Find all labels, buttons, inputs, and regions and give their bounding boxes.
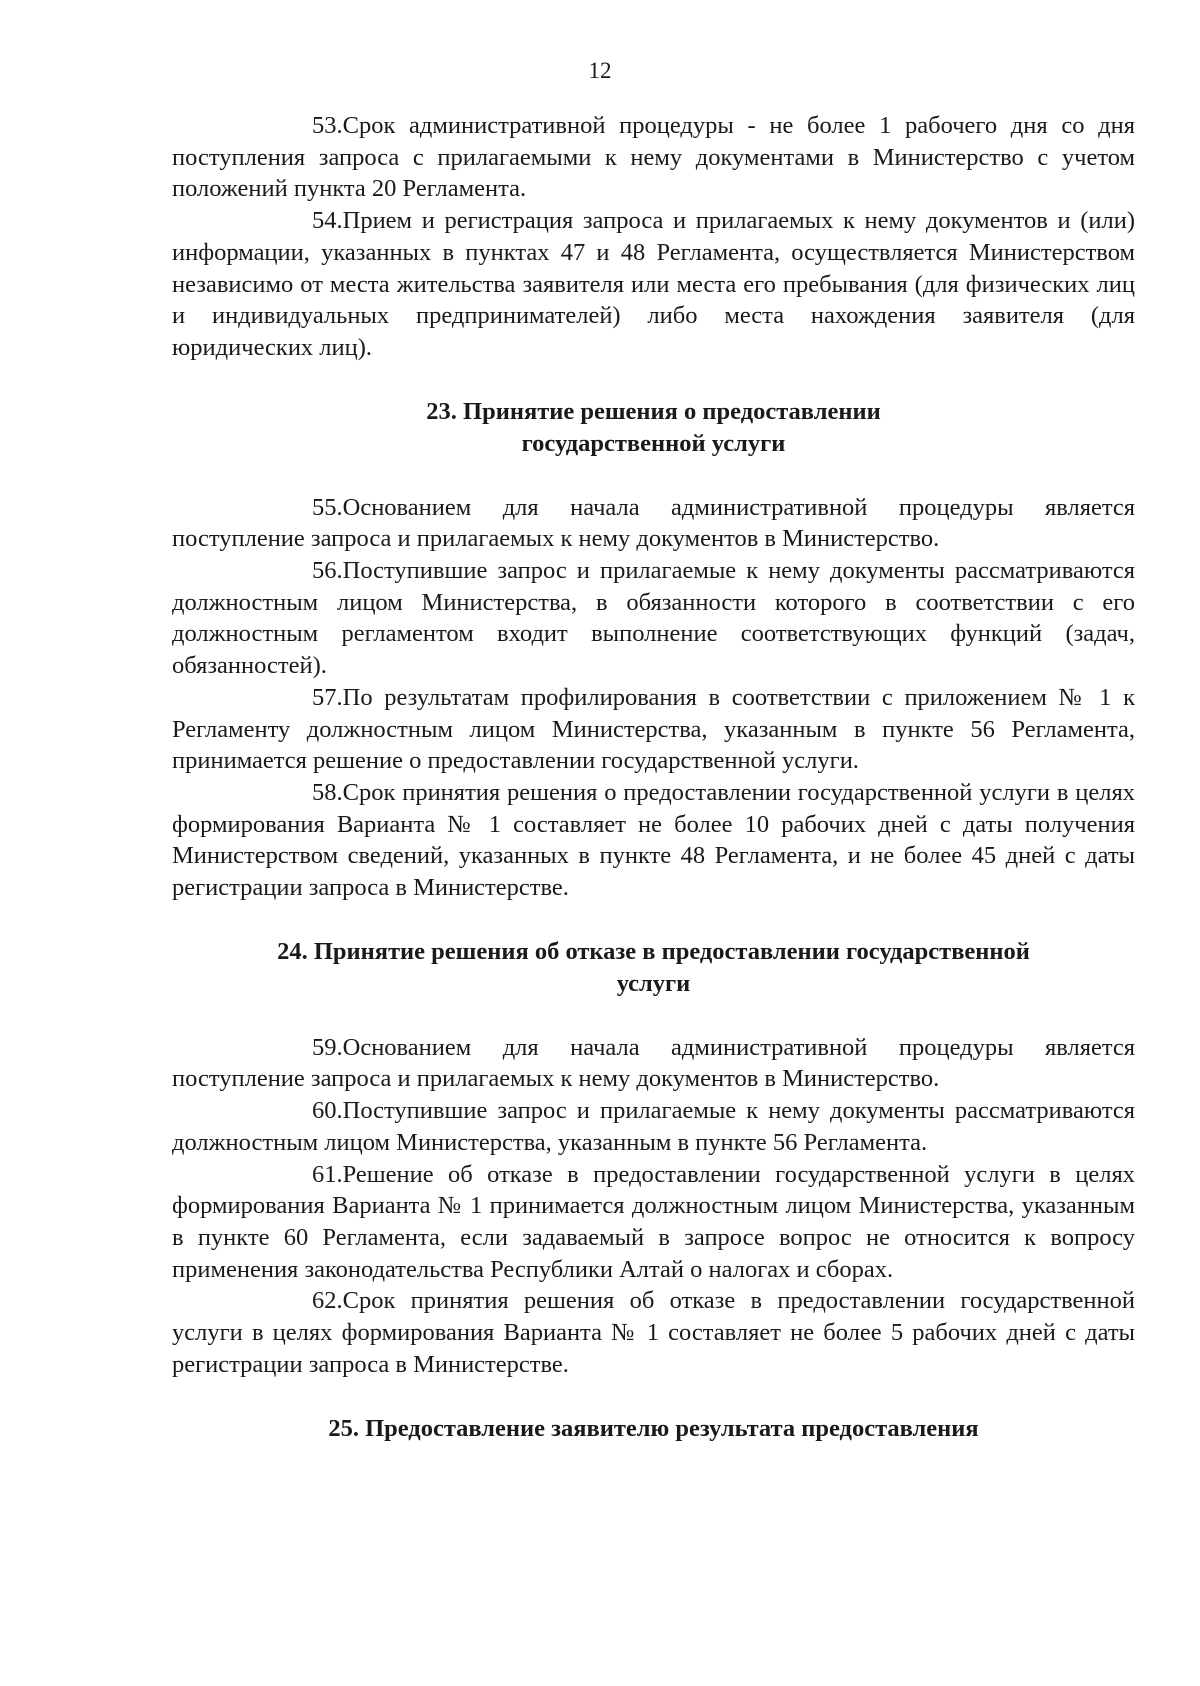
paragraph-text: Срок принятия решения об отказе в предоставлении государственной услуги в целях формирования Варианта № 1 составляет не более 5 рабочих дней с даты регистрации запроса в Министерстве. [172, 1287, 1135, 1378]
paragraph-number: 61. [312, 1160, 343, 1188]
paragraph-57 [172, 682, 1135, 777]
paragraph-text: Решение об отказе в предоставлении государственной услуги в целях формирования Варианта № 1 принимается должностным лицом Министерства, указанным в пункте 60 Регламента, если задаваемый в запросе вопрос не относится к вопросу применения законодательства Республики Алтай о налогах и сборах. [172, 1160, 1135, 1283]
paragraph-text: Основанием для начала административной процедуры является поступление запроса и прилагаемых к нему документов в Министерство. [172, 493, 1135, 553]
paragraph-text: Срок административной процедуры - не более 1 рабочего дня со дня поступления запроса с прилагаемыми к нему документами в Министерство с учетом положений пункта 20 Регламента. [172, 112, 1135, 203]
paragraph-number: 54. [312, 207, 343, 235]
paragraph-62 [172, 1285, 1135, 1380]
page-number: 12 [588, 58, 612, 83]
section-heading-24 [172, 936, 1135, 1000]
paragraph-number: 59. [312, 1033, 343, 1061]
paragraph-text: Поступившие запрос и прилагаемые к нему документы рассматриваются должностным лицом Министерства, указанным в пункте 56 Регламента. [172, 1097, 1135, 1156]
paragraph-text: Прием и регистрация запроса и прилагаемых к нему документов и (или) информации, указанных в пунктах 47 и 48 Регламента, осуществляется Министерством независимо от места жительства заявителя или места его пребывания (для физических лиц и индивидуальных предпринимателей) либо места нахождения заявителя (для юридических лиц). [172, 207, 1135, 361]
paragraph-number: 56. [312, 557, 343, 585]
document-body [172, 110, 1135, 1445]
paragraph-58 [172, 777, 1135, 904]
paragraph-53 [172, 110, 1135, 205]
paragraph-55 [172, 492, 1135, 555]
paragraph-number: 60. [312, 1097, 343, 1125]
paragraph-61 [172, 1159, 1135, 1286]
section-heading-line: 25. Предоставление заявителю результата предоставления [328, 1414, 979, 1442]
paragraph-number: 58. [312, 778, 343, 806]
paragraph-number: 57. [312, 683, 343, 711]
paragraph-60 [172, 1095, 1135, 1158]
section-heading-25 [172, 1413, 1135, 1445]
paragraph-56 [172, 555, 1135, 682]
paragraph-59 [172, 1032, 1135, 1095]
paragraph-number: 55. [312, 493, 343, 521]
section-heading-line: государственной услуги [521, 429, 786, 457]
section-heading-23 [172, 396, 1135, 460]
paragraph-text: Основанием для начала административной процедуры является поступление запроса и прилагаемых к нему документов в Министерство. [172, 1033, 1135, 1093]
paragraph-text: Поступившие запрос и прилагаемые к нему документы рассматриваются должностным лицом Министерства, в обязанности которого в соответствии с его должностным регламентом входит выполнение соответствующих функций (задач, обязанностей). [172, 557, 1135, 680]
section-heading-line: услуги [616, 969, 691, 997]
paragraph-number: 53. [312, 112, 343, 139]
paragraph-text: Срок принятия решения о предоставлении государственной услуги в целях формирования Варианта № 1 составляет не более 10 рабочих дней с даты получения Министерством сведений, указанных в пункте 48 Регламента, и не более 45 дней с даты регистрации запроса в Министерстве. [172, 778, 1135, 902]
section-heading-line: 24. Принятие решения об отказе в предоставлении государственной [277, 937, 1030, 965]
paragraph-text: По результатам профилирования в соответствии с приложением № 1 к Регламенту должностным лицом Министерства, указанным в пункте 56 Регламента, принимается решение о предоставлении государственной услуги. [172, 683, 1135, 775]
section-heading-line: 23. Принятие решения о предоставлении [426, 397, 881, 425]
paragraph-54 [172, 205, 1135, 364]
paragraph-number: 62. [312, 1287, 343, 1315]
